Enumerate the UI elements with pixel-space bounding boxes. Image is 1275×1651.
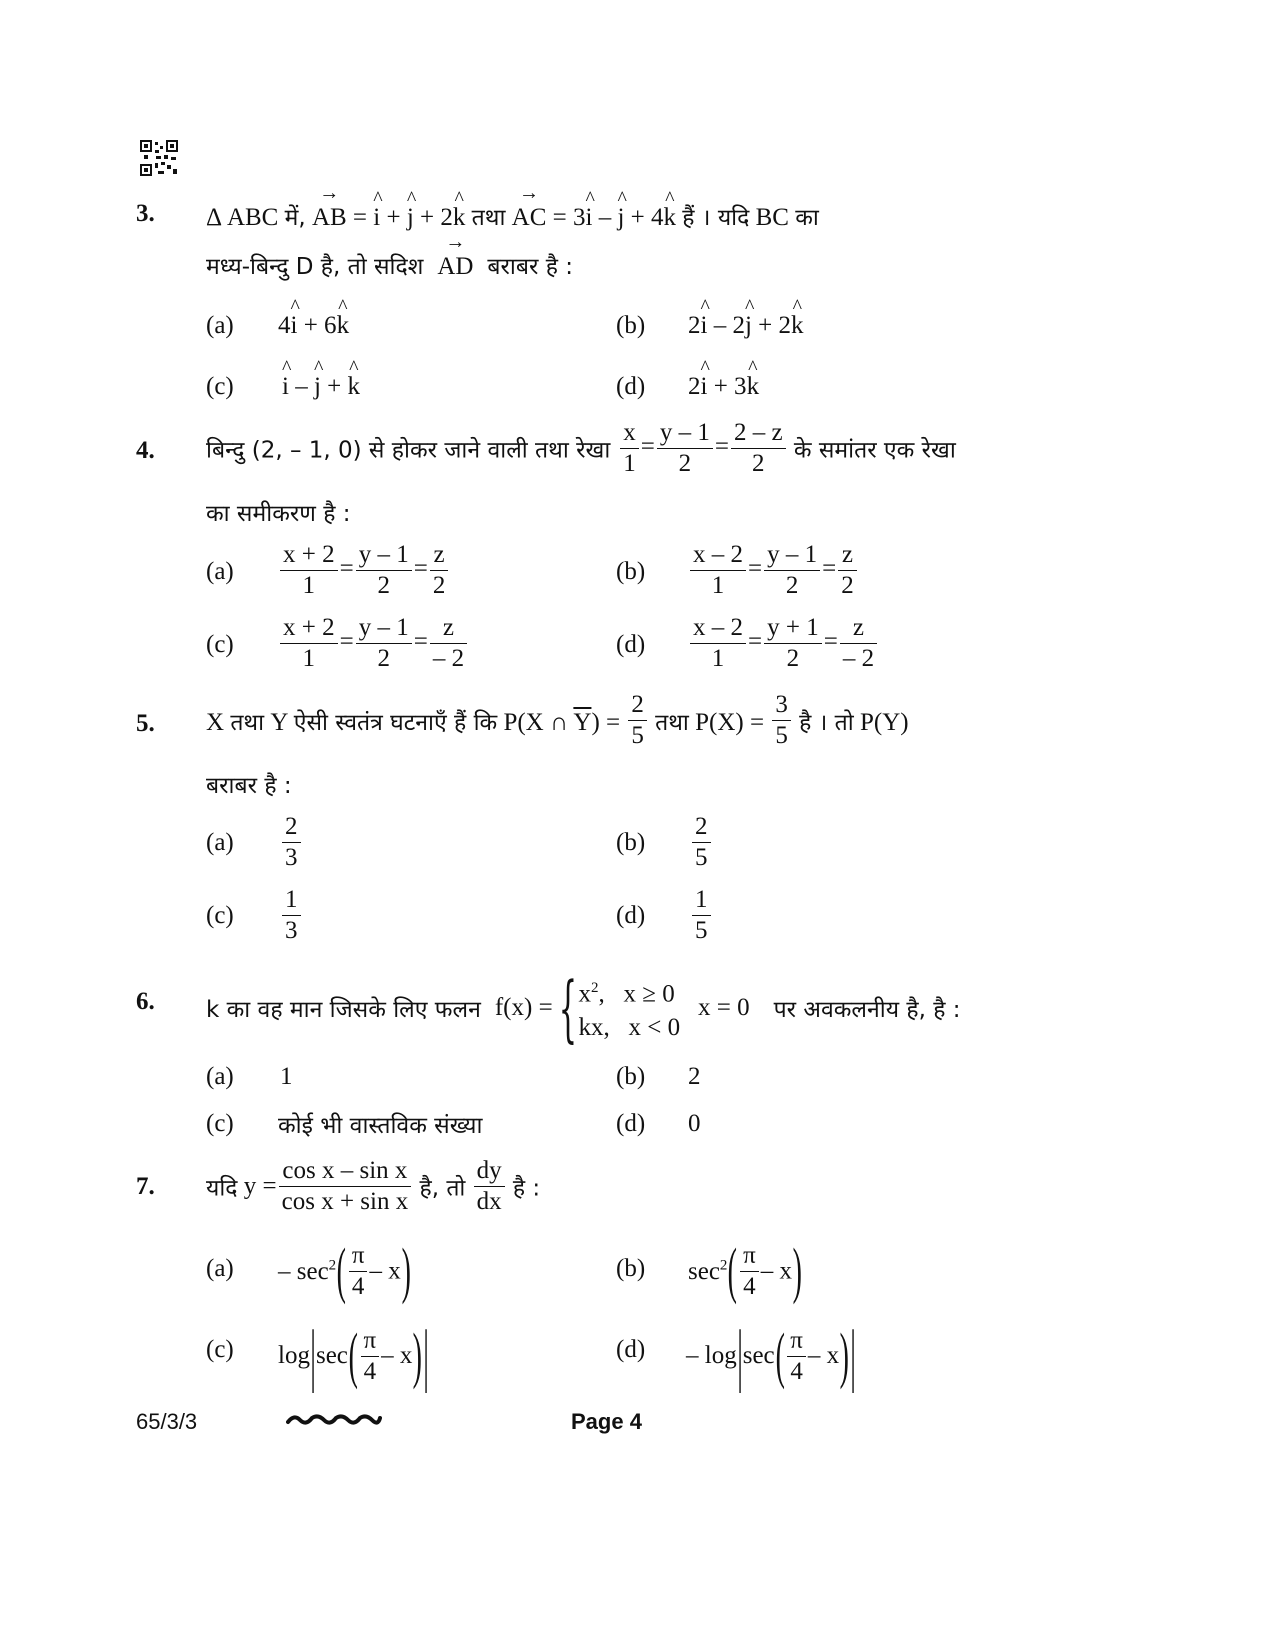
option-c[interactable]: $\frac{1}{3}$	[282, 885, 301, 946]
option-c[interactable]: log|sec( $\frac{\pi}{4}$ – x)|	[278, 1317, 429, 1394]
qr-code	[140, 140, 178, 176]
option-b[interactable]: $\frac{x - 2}{1}$ = $\frac{y - 1}{2}$ = $\frac{z}{2}$	[688, 540, 859, 601]
option-label[interactable]: (b)	[616, 1255, 646, 1282]
option-label[interactable]: (b)	[616, 312, 646, 339]
option-c[interactable]: ^ i – ^ j + ^ k	[282, 373, 360, 401]
question-text: के समांतर एक रेखा	[793, 437, 956, 464]
option-d[interactable]: $\frac{1}{5}$	[692, 885, 711, 946]
option-label[interactable]: (c)	[206, 1110, 234, 1137]
option-label[interactable]: (c)	[206, 1336, 234, 1363]
paper-code: 65/3/3	[136, 1409, 198, 1434]
question-number: 6.	[136, 988, 155, 1015]
option-a[interactable]: $\frac{x + 2}{1}$ = $\frac{y - 1}{2}$ = $\frac{z}{2}$	[278, 540, 450, 601]
question-text: k का वह मान जिसके लिए फलन	[206, 997, 481, 1023]
option-label[interactable]: (a)	[206, 558, 234, 585]
option-a[interactable]: – $\sec^2$( $\frac{\pi}{4}$ – x)	[278, 1237, 411, 1305]
option-label[interactable]: (a)	[206, 1255, 234, 1282]
question-number: 5.	[136, 710, 155, 737]
question-text: का समीकरण है :	[206, 501, 351, 527]
wave-ornament	[286, 1410, 382, 1430]
option-c[interactable]: कोई भी वास्तविक संख्या	[278, 1113, 483, 1139]
page-number: Page 4	[571, 1409, 642, 1434]
option-d[interactable]: 2^ i + 3^ k	[688, 373, 759, 401]
question-text: बराबर है :	[206, 773, 292, 799]
question-6-line-1: k का वह मान जिसके लिए फलन f(x) ={ $x^2$, x ≥ 0 kx, x < 0 x = 0 पर अवकलनीय है, है :	[206, 966, 961, 1050]
option-a[interactable]: 1	[280, 1063, 293, 1090]
option-label[interactable]: (c)	[206, 631, 234, 658]
question-text: पर अवकलनीय है, है :	[773, 997, 961, 1023]
question-text: मध्य-बिन्दु D है, तो सदिश	[206, 254, 424, 280]
option-label[interactable]: (d)	[616, 902, 646, 929]
option-label[interactable]: (d)	[616, 631, 646, 658]
option-label[interactable]: (a)	[206, 829, 234, 856]
question-3-line-2: मध्य-बिन्दु D है, तो सदिश → AD बराबर है :	[206, 249, 573, 281]
question-number: 7.	[136, 1173, 155, 1200]
option-d[interactable]: $\frac{x - 2}{1}$ = $\frac{y + 1}{2}$ = $\frac{z}{- 2}$	[688, 613, 879, 674]
option-b[interactable]: 2^ i – 2^ j + 2^ k	[688, 312, 804, 340]
question-4-line-1: बिन्दु (2, – 1, 0) से होकर जाने वाली तथा रेखा $\frac{x}{1}$ = $\frac{y - 1}{2}$ = $\frac{2 - z}{2}$ के समांतर एक रेखा	[206, 419, 956, 477]
option-c[interactable]: $\frac{x + 2}{1}$ = $\frac{y - 1}{2}$ = $\frac{z}{- 2}$	[278, 613, 469, 674]
question-7-line-1: यदि y = $\frac{\text{cos x – sin x}}{\text{cos x + sin x}}$ है, तो $\frac{dy}{dx}$ है :	[206, 1157, 541, 1215]
question-number: 4.	[136, 437, 155, 464]
option-label[interactable]: (c)	[206, 373, 234, 400]
option-label[interactable]: (b)	[616, 829, 646, 856]
option-d[interactable]: – log|sec( $\frac{\pi}{4}$ – x)|	[686, 1317, 856, 1394]
question-text: बिन्दु (2, – 1, 0) से होकर जाने वाली तथा रेखा	[206, 437, 611, 464]
option-label[interactable]: (b)	[616, 1063, 646, 1090]
option-label[interactable]: (a)	[206, 1063, 234, 1090]
option-a[interactable]: $\frac{2}{3}$	[282, 812, 301, 873]
question-5-line-1: X तथा Y ऐसी स्वतंत्र घटनाएँ हैं कि P(X ∩ $\overline{Y}$) = $\frac{2}{5}$ तथा P(X) = $\frac{3}{5}$ है । तो P(Y)	[206, 691, 909, 749]
question-text: बराबर है :	[487, 254, 573, 280]
option-label[interactable]: (b)	[616, 558, 646, 585]
option-a[interactable]: 4^ i + 6^ k	[278, 312, 349, 340]
option-label[interactable]: (d)	[616, 373, 646, 400]
option-label[interactable]: (c)	[206, 902, 234, 929]
option-label[interactable]: (d)	[616, 1110, 646, 1137]
option-label[interactable]: (a)	[206, 312, 234, 339]
question-3-line-1: Δ ABC में, → AB = ^ i + ^ j + 2^ k तथा → AC = 3^ i – ^ j + 4^ k हैं । यदि BC का	[206, 200, 819, 232]
option-b[interactable]: $\sec^2$( $\frac{\pi}{4}$ – x)	[688, 1237, 802, 1305]
option-label[interactable]: (d)	[616, 1336, 646, 1363]
option-b[interactable]: 2	[688, 1063, 701, 1090]
option-b[interactable]: $\frac{2}{5}$	[692, 812, 711, 873]
option-d[interactable]: 0	[688, 1110, 701, 1137]
question-number: 3.	[136, 200, 155, 227]
